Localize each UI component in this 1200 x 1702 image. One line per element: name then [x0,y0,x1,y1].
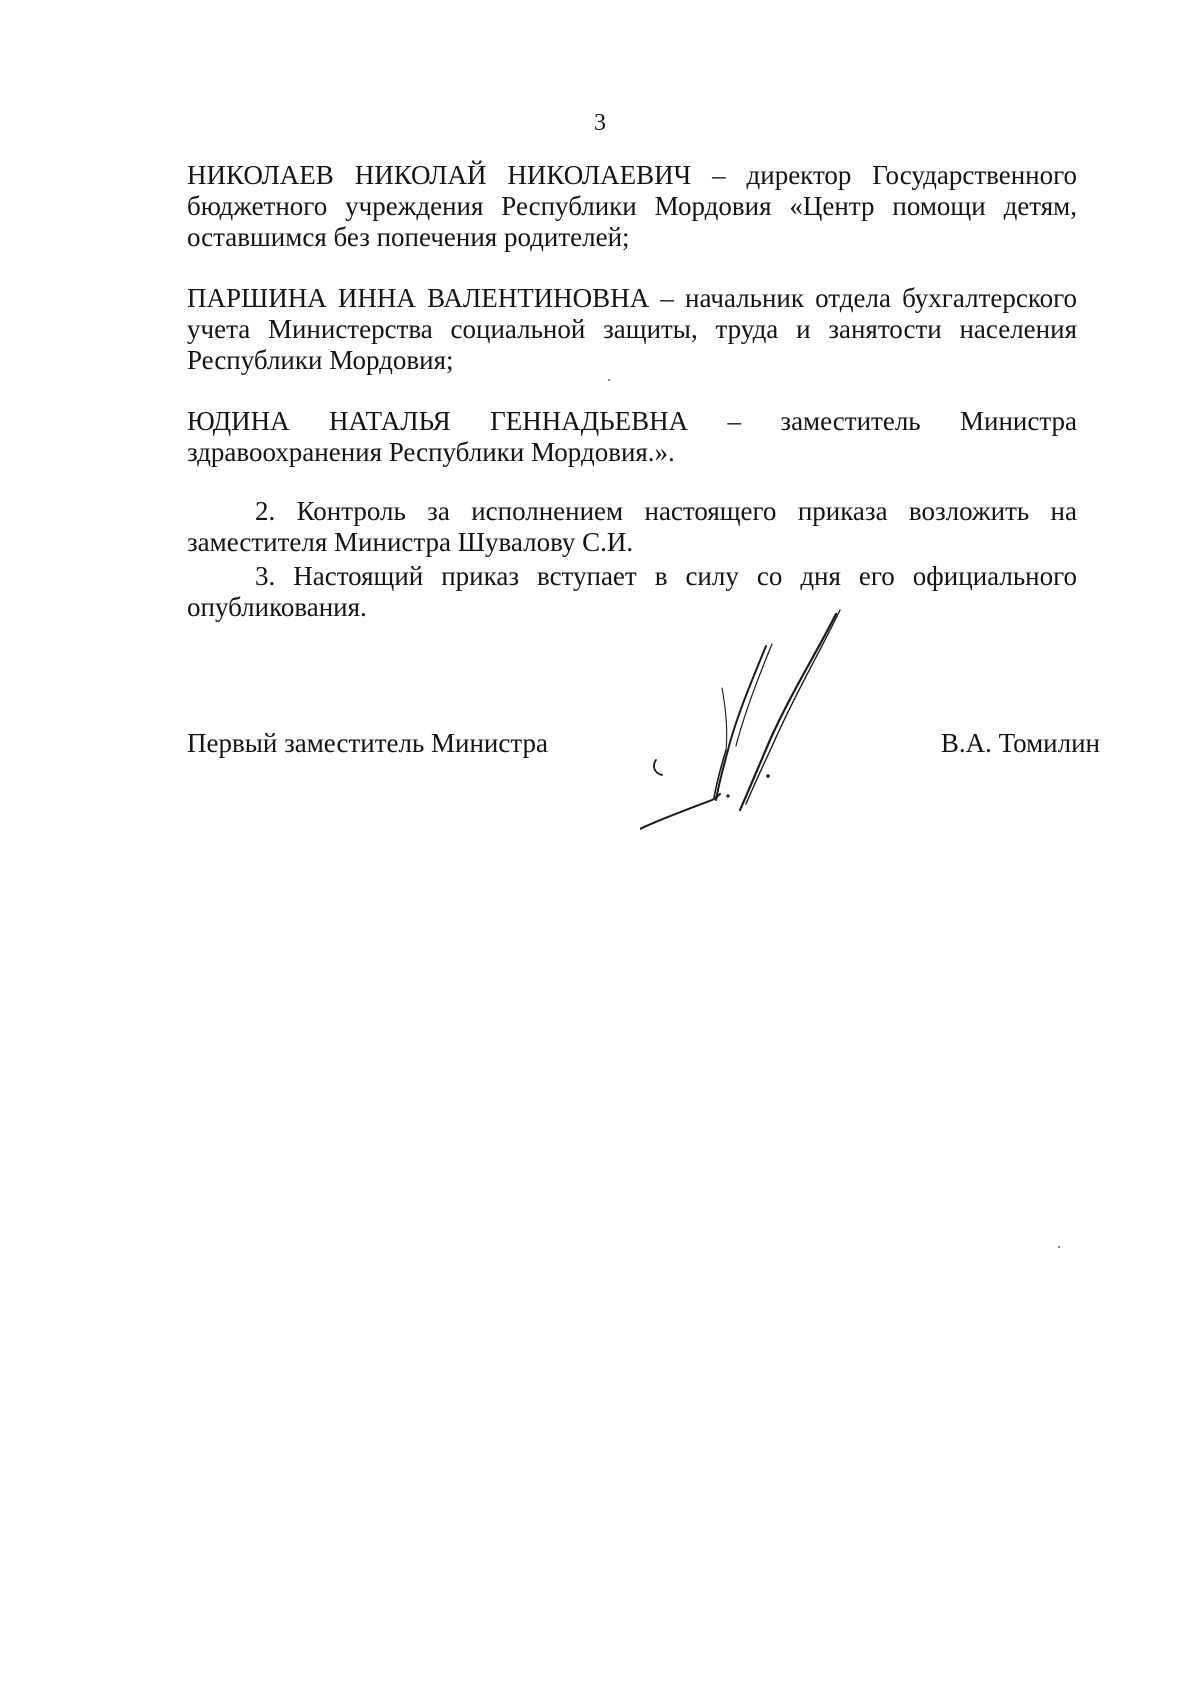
member-word: ЮДИНА [187,406,290,436]
page-number: 3 [594,110,606,136]
member-line: здравоохранения Республики Мордовия.». [187,437,675,467]
clause-3 [187,561,1077,623]
member-line [187,345,1077,376]
member-entry-nikolaev [187,160,1077,253]
handwritten-signature [640,600,880,880]
member-word: – [727,406,742,436]
clause-2 [187,496,1077,558]
member-line [187,160,1077,191]
member-line [187,314,1077,345]
member-line-text: ПАРШИНА ИННА ВАЛЕНТИНОВНА – начальник отдела бухгалтерского [187,283,1077,313]
member-line-text: Республики Мордовия; [187,345,454,375]
clause-line: заместителя Министра Шувалову С.И. [187,527,634,557]
document-body [187,160,1077,626]
member-line [187,191,1077,222]
member-entry-parshina [187,283,1077,376]
scan-speck [608,379,610,381]
member-line-text: бюджетного учреждения Республики Мордовия «Центр помощи детям, [187,191,1077,221]
member-line [187,222,1077,253]
member-word: НАТАЛЬЯ [329,406,451,436]
scan-speck [1058,1246,1060,1248]
member-line-text: оставшимся без попечения родителей; [187,222,630,252]
signer-position: Первый заместитель Министра [187,728,548,758]
clause-line: 3. Настоящий приказ вступает в силу со дня его официального [255,561,1077,591]
member-word: заместитель [780,406,921,436]
member-word: Министра [960,406,1077,436]
member-line-text: учета Министерства социальной защиты, труда и занятости населения [187,314,1077,344]
member-word: ГЕННАДЬЕВНА [490,406,689,436]
member-entry-yudina [187,406,1077,468]
member-line [187,283,1077,314]
member-line [187,406,1077,437]
clause-line: опубликования. [187,592,367,622]
member-line-text: НИКОЛАЕВ НИКОЛАЙ НИКОЛАЕВИЧ – директор Государственного [187,160,1077,190]
signer-name: В.А. Томилин [940,728,1100,758]
clause-line: 2. Контроль за исполнением настоящего приказа возложить на [255,496,1077,526]
